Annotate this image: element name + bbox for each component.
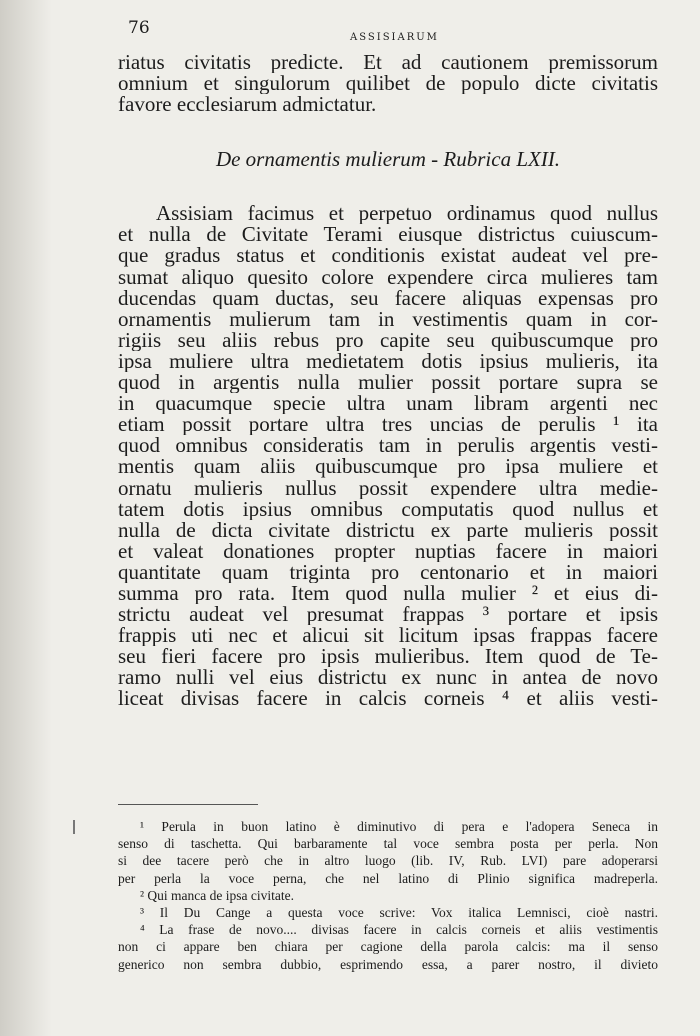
text-line: quantitate quam triginta pro centonario et in maiori [118,561,658,583]
margin-mark [73,820,75,834]
footnote-line: senso di taschetta. Qui barbaramente tal voce sembra posta per perla. Non [118,836,658,852]
text-line: strictu audeat vel presumat frappas ³ portare et ipsis [118,604,658,626]
body-text [118,52,658,710]
footnote-line: si dee tacere però che in altro luogo (lib. IV, Rub. LVI) pare adoperarsi [118,853,658,869]
text-line: quod omnibus consideratis tam in perulis argentis vesti- [118,435,658,457]
footnote-line: per perla la voce perna, che nel latino di Plinio significa madreperla. [118,870,658,886]
text-line: nulla de dicta civitate districtu ex parte mulieris possit [118,519,658,541]
page-header [128,18,658,42]
text-line: rigiis seu aliis rebus pro capite seu quibuscumque pro [118,329,658,351]
footnote-rule [118,804,258,805]
text-line: sumat aliquo quesito colore expendere circa mulieres tam [118,266,658,288]
footnotes [118,818,658,973]
rubric-heading: De ornamentis mulierum - Rubrica LXII. [215,147,561,172]
continued-paragraph [118,52,658,115]
footnote-line: ¹ Perula in buon latino è diminutivo di pera e l'adopera Seneca in [140,819,658,834]
rubric-paragraph [118,203,658,709]
text-line: riatus civitatis predicte. Et ad cautionem premissorum [118,52,658,74]
text-line: tatem dotis ipsius omnibus computatis quod nullus et [118,498,658,520]
text-line: ducendas quam ductas, seu facere aliquas expensas pro [118,287,658,309]
text-line: Assisiam facimus et perpetuo ordinamus quod nullus [156,203,658,225]
text-line: etiam possit portare ultra tres uncias de perulis ¹ ita [118,414,658,436]
text-line: favore ecclesiarum admictatur. [118,94,377,116]
text-line: ipsa muliere ultra medietatem dotis ipsius mulieris, ita [118,350,658,373]
footnote-line: non ci appare ben chiara per cagione della parola calcis: ma il senso [118,939,658,955]
text-line: summa pro rata. Item quod nulla mulier ² et eius di- [118,582,658,605]
footnote-line: ³ Il Du Cange a questa voce scrive: Vox italica Lemnisci, cioè nastri. [140,904,658,920]
text-line: frappis uti nec et alicui sit licitum ipsas frappas facere [118,625,658,647]
text-line: ornatu mulieris nullus possit expendere ultra medie- [118,477,658,499]
text-line: mentis quam aliis quibuscumque pro ipsa muliere et [118,456,658,478]
footnote-line: ⁴ La frase de novo.... divisas facere in calcis corneis et aliis vestimentis [140,922,658,938]
footnote-line: ² Qui manca de ipsa civitate. [140,887,294,903]
text-line: liceat divisas facere in calcis corneis ⁴ et aliis vesti- [118,688,658,710]
text-line: ornamentis mulierum tam in vestimentis quam in cor- [118,308,658,330]
text-line: ramo nulli vel eius districtu ex nunc in antea de novo [118,667,658,689]
text-line: in quacumque specie ultra unam libram argenti nec [118,393,658,415]
text-line: et valeat donationes propter nuptias facere in maiori [118,540,658,562]
text-line: seu fieri facere pro ipsis mulieribus. Item quod de Te- [118,646,658,668]
text-line: omnium et singulorum quilibet de populo dicte civitatis [118,73,658,95]
text-line: quod in argentis nulla mulier possit portare supra se [118,372,658,394]
text-line: que gradus status et conditionis existat audeat vel pre- [118,245,658,267]
page-number: 76 [128,18,150,38]
binding-gutter-shadow [0,0,52,1036]
footnote-line: generico non sembra dubbio, esprimendo essa, a parer nostro, il divieto [118,956,658,972]
text-line: et nulla de Civitate Terami eiusque districtus cuiuscum- [118,224,658,246]
running-head: ASSISIARUM [350,32,439,43]
